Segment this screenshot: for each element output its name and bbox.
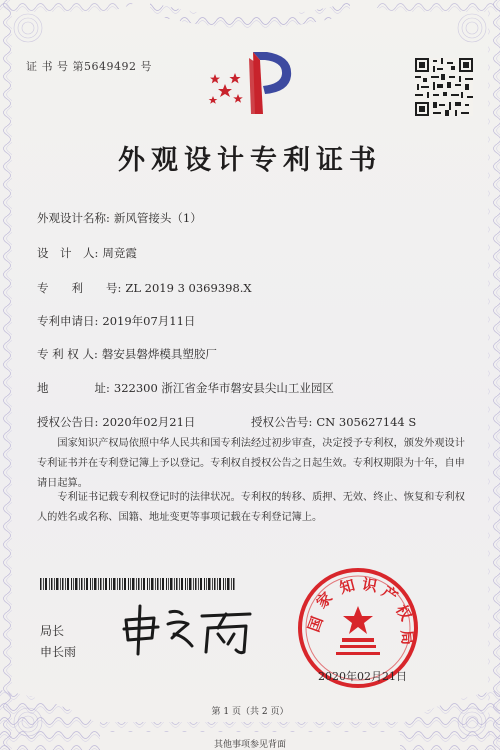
barcode-icon	[40, 578, 235, 590]
filing-date-label: 专利申请日:	[37, 314, 99, 328]
patent-number-value: ZL 2019 3 0369398.X	[125, 281, 252, 295]
cnipa-emblem-icon	[205, 48, 300, 118]
director-title: 局长	[40, 624, 65, 638]
page-number: 第 1 页（共 2 页）	[211, 707, 289, 717]
design-name-row	[37, 210, 202, 226]
svg-text:产: 产	[378, 582, 402, 606]
svg-text:国: 国	[304, 614, 327, 635]
filing-date-value: 2019年07月11日	[102, 314, 196, 328]
qr-code-icon	[415, 58, 473, 116]
grant-date-row	[37, 414, 195, 430]
back-note: 其他事项参见背面	[213, 740, 286, 750]
svg-text:识: 识	[360, 575, 379, 596]
svg-text:局: 局	[397, 629, 417, 646]
director-name: 申长雨	[40, 645, 77, 659]
director-signature	[118, 598, 258, 658]
grant-number-row	[251, 414, 416, 430]
patentee-value: 磐安县磐烨模具塑胶厂	[101, 347, 217, 361]
svg-text:家: 家	[312, 588, 337, 612]
certificate-title: 外观设计专利证书	[118, 145, 382, 176]
legal-status-paragraph: 专利证书记载专利权登记时的法律状况。专利权的转移、质押、无效、终止、恢复和专利权人的姓名或名称、国籍、地址变更等事项记载在专利登记簿上。	[37, 492, 465, 523]
designer-label: 设 计 人:	[37, 246, 99, 260]
designer-value: 周竞霞	[102, 246, 137, 260]
patentee-label: 专 利 权 人:	[37, 347, 98, 361]
grant-number-label: 授权公告号:	[251, 415, 313, 429]
designer-row	[37, 245, 137, 261]
design-name-label: 外观设计名称:	[37, 211, 110, 225]
grant-statement-paragraph: 国家知识产权局依照中华人民共和国专利法经过初步审查，决定授予专利权，颁发外观设计专利证书并在专利登记簿上予以登记。专利权自授权公告之日起生效。专利权期限为十年，自申请日起算。	[37, 438, 465, 489]
seal-date: 2020年02月21日	[318, 670, 407, 683]
filing-date-row	[37, 313, 195, 329]
grant-date-value: 2020年02月21日	[102, 415, 196, 429]
address-row	[37, 380, 334, 396]
patent-number-row	[37, 280, 252, 296]
address-value: 322300 浙江省金华市磐安县尖山工业园区	[113, 381, 334, 395]
svg-text:权: 权	[392, 601, 416, 624]
patent-number-label: 专 利 号:	[37, 281, 122, 295]
grant-number-value: CN 305627144 S	[316, 415, 417, 429]
certificate-number: 证 书 号 第5649492 号	[26, 60, 152, 73]
patentee-row	[37, 346, 217, 362]
grant-date-label: 授权公告日:	[37, 415, 99, 429]
design-name-value: 新风管接头（1）	[113, 211, 202, 225]
svg-text:知: 知	[337, 576, 357, 598]
address-label: 地 址:	[37, 381, 110, 395]
